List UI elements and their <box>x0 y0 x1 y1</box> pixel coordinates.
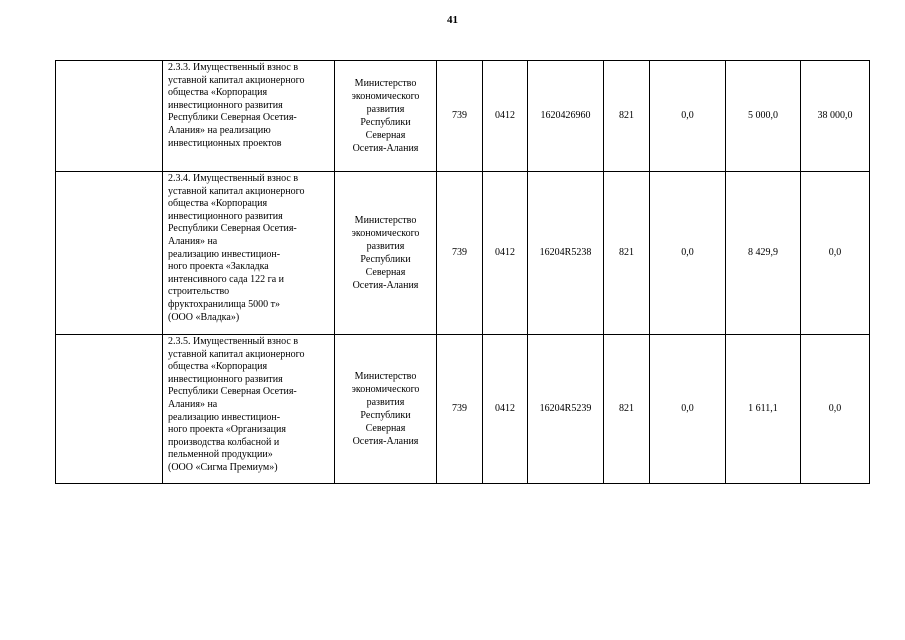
expense-type-cell: 821 <box>604 172 650 335</box>
ministry-cell <box>335 61 437 172</box>
expense-type-cell: 821 <box>604 335 650 484</box>
value-3-cell: 0,0 <box>801 335 870 484</box>
value-2-cell: 1 611,1 <box>726 335 801 484</box>
description-line: Алания» на <box>168 398 218 410</box>
expense-type-cell: 821 <box>604 61 650 172</box>
description-line: реализацию инвестицион- <box>168 411 281 423</box>
ministry-line: экономического <box>351 91 420 102</box>
description-line: ного проекта «Закладка <box>168 261 269 273</box>
description-line: Республики Северная Осетия- <box>168 386 297 398</box>
description-line: Республики Северная Осетия- <box>168 112 297 124</box>
description-line: ного проекта «Организация <box>168 424 286 436</box>
page-number: 41 <box>447 14 458 26</box>
description-line: общества «Корпорация <box>168 198 268 210</box>
description-line: Республики Северная Осетия- <box>168 223 297 235</box>
gov-code-cell: 739 <box>437 61 483 172</box>
description-line: инвестиционного развития <box>168 373 283 385</box>
description-line: 2.3.3. Имущественный взнос в <box>168 62 299 73</box>
description-line: Алания» на реализацию <box>168 124 271 136</box>
ministry-line: развития <box>366 397 405 408</box>
description-cell <box>163 172 335 335</box>
ministry-line: развития <box>366 104 405 115</box>
description-line: инвестиционного развития <box>168 99 283 111</box>
description-line: фруктохранилища 5000 т» <box>168 298 281 310</box>
section-cell: 0412 <box>483 172 528 335</box>
ministry-cell <box>335 172 437 335</box>
ministry-line: развития <box>366 241 405 252</box>
description-cell <box>163 61 335 172</box>
description-line: инвестиционных проектов <box>168 137 282 149</box>
description-line: уставной капитал акционерного <box>168 348 305 360</box>
target-article-cell: 16204R5238 <box>528 172 604 335</box>
value-1-cell: 0,0 <box>650 172 726 335</box>
description-line: общества «Корпорация <box>168 361 268 373</box>
target-article-cell: 16204R5239 <box>528 335 604 484</box>
value-2-cell: 8 429,9 <box>726 172 801 335</box>
ministry-line: Республики <box>360 410 411 421</box>
gov-code-cell: 739 <box>437 335 483 484</box>
description-line: интенсивного сада 122 га и <box>168 273 284 285</box>
description-cell <box>163 335 335 484</box>
description-line: строительство <box>168 286 230 298</box>
gov-code-cell: 739 <box>437 172 483 335</box>
ministry-line: Министерство <box>354 215 417 226</box>
ministry-line: экономического <box>351 384 420 395</box>
ministry-line: Северная <box>365 267 406 278</box>
budget-table <box>55 60 870 484</box>
ministry-line: Осетия-Алания <box>352 436 419 447</box>
section-cell: 0412 <box>483 61 528 172</box>
table-row <box>56 61 870 172</box>
ministry-line: экономического <box>351 228 420 239</box>
description-line: общества «Корпорация <box>168 87 268 99</box>
ministry-line: Северная <box>365 130 406 141</box>
ministry-line: Республики <box>360 254 411 265</box>
table-row <box>56 335 870 484</box>
empty-cell <box>56 172 163 335</box>
description-line: (ООО «Владка») <box>168 311 240 323</box>
ministry-line: Осетия-Алания <box>352 280 419 291</box>
table-body <box>56 61 870 484</box>
description-line: Алания» на <box>168 235 218 247</box>
description-line: производства колбасной и <box>168 436 280 448</box>
value-3-cell: 0,0 <box>801 172 870 335</box>
target-article-cell: 1620426960 <box>528 61 604 172</box>
empty-cell <box>56 61 163 172</box>
table-row <box>56 172 870 335</box>
ministry-line: Республики <box>360 117 411 128</box>
description-line: уставной капитал акционерного <box>168 74 305 86</box>
description-line: 2.3.5. Имущественный взнос в <box>168 336 299 347</box>
ministry-cell <box>335 335 437 484</box>
value-1-cell: 0,0 <box>650 335 726 484</box>
value-2-cell: 5 000,0 <box>726 61 801 172</box>
ministry-line: Осетия-Алания <box>352 143 419 154</box>
value-1-cell: 0,0 <box>650 61 726 172</box>
description-line: инвестиционного развития <box>168 210 283 222</box>
description-line: (ООО «Сигма Премиум») <box>168 461 278 473</box>
ministry-line: Министерство <box>354 78 417 89</box>
ministry-line: Министерство <box>354 371 417 382</box>
value-3-cell: 38 000,0 <box>801 61 870 172</box>
description-line: реализацию инвестицион- <box>168 248 281 260</box>
ministry-line: Северная <box>365 423 406 434</box>
description-line: пельменной продукции» <box>168 449 273 461</box>
section-cell: 0412 <box>483 335 528 484</box>
description-line: уставной капитал акционерного <box>168 185 305 197</box>
empty-cell <box>56 335 163 484</box>
description-line: 2.3.4. Имущественный взнос в <box>168 173 299 184</box>
